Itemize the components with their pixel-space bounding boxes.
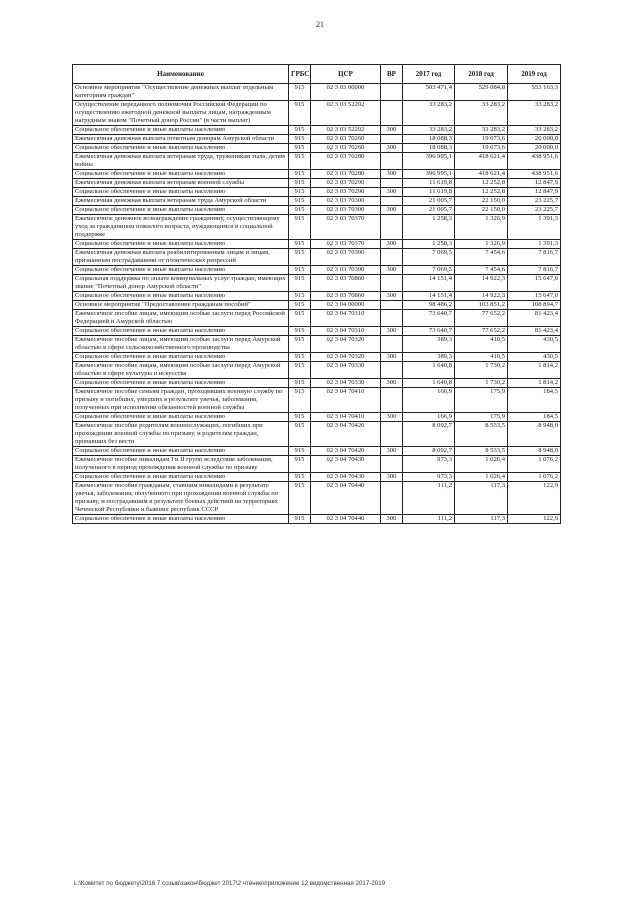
table-header-row xyxy=(73,65,561,84)
cell-2017: 8 092,7 xyxy=(403,447,455,456)
cell-name: Ежемесячная денежная выплата ветеранам военной службы xyxy=(73,179,289,188)
cell-csr: 02 3 03 70260 xyxy=(311,144,381,153)
cell-grbs: 915 xyxy=(289,249,311,266)
cell-2019: 1 391,3 xyxy=(508,215,561,240)
cell-2019: 122,9 xyxy=(508,515,561,524)
cell-vr: 300 xyxy=(381,144,403,153)
cell-vr: 300 xyxy=(381,515,403,524)
cell-grbs: 915 xyxy=(289,144,311,153)
cell-2019: 438 951,6 xyxy=(508,170,561,179)
table-row xyxy=(73,413,561,422)
cell-vr: 300 xyxy=(381,327,403,336)
cell-vr xyxy=(381,197,403,206)
cell-2017: 1 258,3 xyxy=(403,215,455,240)
cell-grbs: 915 xyxy=(289,301,311,310)
cell-2018: 33 283,2 xyxy=(455,101,508,126)
cell-grbs: 915 xyxy=(289,153,311,170)
cell-name: Социальное обеспечение и иные выплаты населению xyxy=(73,144,289,153)
cell-vr: 300 xyxy=(381,353,403,362)
cell-2017: 1 640,8 xyxy=(403,362,455,379)
cell-csr: 02 3 03 70390 xyxy=(311,249,381,266)
cell-csr: 02 3 03 70300 xyxy=(311,206,381,215)
table-row xyxy=(73,144,561,153)
table-row xyxy=(73,126,561,135)
table-row xyxy=(73,327,561,336)
table-row xyxy=(73,482,561,515)
cell-grbs: 915 xyxy=(289,215,311,240)
cell-2017: 396 995,1 xyxy=(403,170,455,179)
cell-2017: 18 088,3 xyxy=(403,144,455,153)
cell-2018: 1 026,4 xyxy=(455,456,508,473)
cell-csr: 02 3 03 70300 xyxy=(311,197,381,206)
cell-name: Ежемесячное пособие семьям граждан, проходивших военную службу по призыву и погибших, умерших в результате увечья, заболевания, полученных при исполнении обязанностей военной службы xyxy=(73,388,289,413)
cell-2017: 7 069,5 xyxy=(403,249,455,266)
cell-2017: 111,2 xyxy=(403,515,455,524)
table-row xyxy=(73,388,561,413)
cell-2018: 19 073,6 xyxy=(455,144,508,153)
cell-csr: 02 3 04 70440 xyxy=(311,482,381,515)
cell-2019: 33 283,2 xyxy=(508,126,561,135)
table-row xyxy=(73,215,561,240)
header-2017: 2017 год xyxy=(403,65,455,84)
cell-csr: 02 3 04 70420 xyxy=(311,422,381,447)
cell-vr xyxy=(381,456,403,473)
table-row xyxy=(73,170,561,179)
cell-2018: 418 621,4 xyxy=(455,153,508,170)
cell-csr: 02 3 04 70310 xyxy=(311,327,381,336)
cell-2019: 438 951,6 xyxy=(508,153,561,170)
cell-csr: 02 3 04 70420 xyxy=(311,447,381,456)
cell-name: Социальное обеспечение и иные выплаты населению xyxy=(73,515,289,524)
cell-name: Социальное обеспечение и иные выплаты населению xyxy=(73,206,289,215)
cell-name: Социальное обеспечение и иные выплаты населению xyxy=(73,353,289,362)
cell-2019: 81 423,4 xyxy=(508,327,561,336)
cell-2017: 73 640,7 xyxy=(403,310,455,327)
cell-2017: 396 995,1 xyxy=(403,153,455,170)
cell-vr xyxy=(381,215,403,240)
cell-2018: 117,3 xyxy=(455,482,508,515)
cell-name: Ежемесячная денежная выплата реабилитированным лицам и лицам, признанным пострадавшими от политических репрессий xyxy=(73,249,289,266)
table-row xyxy=(73,153,561,170)
cell-name: Социальное обеспечение и иные выплаты населению xyxy=(73,266,289,275)
cell-2017: 98 486,2 xyxy=(403,301,455,310)
cell-2017: 166,9 xyxy=(403,413,455,422)
cell-2018: 33 283,2 xyxy=(455,126,508,135)
table-row xyxy=(73,275,561,292)
cell-csr: 02 3 04 70440 xyxy=(311,515,381,524)
cell-name: Ежемесячное пособие инвалидам I и II групп вследствие заболевания, полученного в период прохождения военной службы по призыву xyxy=(73,456,289,473)
cell-vr xyxy=(381,310,403,327)
cell-2018: 77 652,2 xyxy=(455,327,508,336)
cell-grbs: 915 xyxy=(289,188,311,197)
cell-name: Социальное обеспечение и иные выплаты населению xyxy=(73,413,289,422)
cell-2019: 20 000,0 xyxy=(508,144,561,153)
cell-2019: 81 423,4 xyxy=(508,310,561,327)
cell-2019: 1 391,3 xyxy=(508,240,561,249)
table-row xyxy=(73,336,561,353)
page-number: 21 xyxy=(316,20,324,29)
cell-2017: 7 069,5 xyxy=(403,266,455,275)
cell-csr: 02 3 03 70280 xyxy=(311,170,381,179)
cell-vr: 300 xyxy=(381,188,403,197)
cell-2017: 111,2 xyxy=(403,482,455,515)
cell-vr: 300 xyxy=(381,473,403,482)
cell-2018: 1 730,2 xyxy=(455,362,508,379)
cell-2019: 20 000,0 xyxy=(508,135,561,144)
cell-name: Социальное обеспечение и иные выплаты населению xyxy=(73,240,289,249)
cell-csr: 02 3 03 70290 xyxy=(311,188,381,197)
cell-grbs: 915 xyxy=(289,473,311,482)
cell-2019: 1 814,2 xyxy=(508,362,561,379)
cell-grbs: 915 xyxy=(289,310,311,327)
cell-grbs: 915 xyxy=(289,266,311,275)
cell-csr: 02 3 03 52202 xyxy=(311,126,381,135)
cell-vr xyxy=(381,179,403,188)
cell-2018: 175,9 xyxy=(455,413,508,422)
cell-2017: 1 640,8 xyxy=(403,379,455,388)
cell-2018: 12 252,8 xyxy=(455,188,508,197)
cell-name: Социальное обеспечение и иные выплаты населению xyxy=(73,379,289,388)
cell-2018: 1 730,2 xyxy=(455,379,508,388)
cell-2018: 1 326,9 xyxy=(455,215,508,240)
cell-2018: 22 150,0 xyxy=(455,197,508,206)
cell-2019: 12 847,9 xyxy=(508,188,561,197)
cell-grbs: 915 xyxy=(289,336,311,353)
cell-vr xyxy=(381,362,403,379)
cell-2018: 14 922,3 xyxy=(455,275,508,292)
cell-2017: 21 005,7 xyxy=(403,206,455,215)
cell-vr xyxy=(381,388,403,413)
cell-2017: 33 283,2 xyxy=(403,126,455,135)
cell-csr: 02 3 03 52202 xyxy=(311,101,381,126)
cell-grbs: 915 xyxy=(289,135,311,144)
cell-name: Социальное обеспечение и иные выплаты населению xyxy=(73,473,289,482)
table-row xyxy=(73,362,561,379)
cell-name: Ежемесячное пособие гражданам, ставшим инвалидами в результате увечья, заболевания, полученного при прохождении военной службы по призыву, и пострадавшим в результате боевых действий на территориях Чеченской Республики и бывших республик СССР xyxy=(73,482,289,515)
table-row xyxy=(73,179,561,188)
cell-csr: 02 3 04 70320 xyxy=(311,336,381,353)
cell-csr: 02 3 04 70330 xyxy=(311,379,381,388)
table-row xyxy=(73,456,561,473)
cell-2019: 7 816,7 xyxy=(508,266,561,275)
cell-grbs: 915 xyxy=(289,379,311,388)
header-2019: 2019 год xyxy=(508,65,561,84)
cell-name: Социальная поддержка по оплате коммунальных услуг граждан, имеющих звание "Почетный донор Амурской области" xyxy=(73,275,289,292)
file-path-footer: L:\Комитет по бюджету\2016 7 созыв\закон\бюджет 2017\2 чтение\приложение 12 ведомственная 2017-2019 xyxy=(74,880,386,887)
cell-2019: 1 076,2 xyxy=(508,473,561,482)
cell-2019: 108 894,7 xyxy=(508,301,561,310)
table-row xyxy=(73,292,561,301)
cell-2018: 77 652,2 xyxy=(455,310,508,327)
cell-name: Ежемесячная денежная выплата ветеранам труда Амурской области xyxy=(73,197,289,206)
cell-csr: 02 3 03 00000 xyxy=(311,84,381,101)
cell-vr xyxy=(381,482,403,515)
table-row xyxy=(73,353,561,362)
cell-2019: 8 948,0 xyxy=(508,447,561,456)
table-row xyxy=(73,197,561,206)
table-row xyxy=(73,515,561,524)
cell-name: Социальное обеспечение и иные выплаты населению xyxy=(73,188,289,197)
cell-2017: 21 005,7 xyxy=(403,197,455,206)
cell-2017: 503 471,4 xyxy=(403,84,455,101)
cell-vr xyxy=(381,336,403,353)
table-row xyxy=(73,266,561,275)
cell-2017: 14 151,4 xyxy=(403,275,455,292)
cell-2017: 73 640,7 xyxy=(403,327,455,336)
cell-vr: 300 xyxy=(381,292,403,301)
cell-vr xyxy=(381,275,403,292)
cell-2017: 8 092,7 xyxy=(403,422,455,447)
header-grbs: ГРБС xyxy=(289,65,311,84)
cell-csr: 02 3 03 70370 xyxy=(311,240,381,249)
cell-2018: 1 026,4 xyxy=(455,473,508,482)
cell-2018: 103 851,2 xyxy=(455,301,508,310)
cell-name: Основное мероприятие "Предоставление гражданам пособий" xyxy=(73,301,289,310)
cell-grbs: 915 xyxy=(289,413,311,422)
budget-table xyxy=(72,64,561,524)
cell-2018: 410,5 xyxy=(455,353,508,362)
table-row xyxy=(73,473,561,482)
cell-name: Социальное обеспечение и иные выплаты населению xyxy=(73,447,289,456)
cell-grbs: 915 xyxy=(289,447,311,456)
cell-grbs: 915 xyxy=(289,240,311,249)
cell-csr: 02 3 03 70390 xyxy=(311,266,381,275)
cell-2017: 14 151,4 xyxy=(403,292,455,301)
cell-csr: 02 3 04 70410 xyxy=(311,413,381,422)
cell-grbs: 915 xyxy=(289,327,311,336)
cell-2018: 22 150,0 xyxy=(455,206,508,215)
cell-2019: 184,5 xyxy=(508,413,561,422)
cell-name: Социальное обеспечение и иные выплаты населению xyxy=(73,327,289,336)
cell-vr: 300 xyxy=(381,413,403,422)
cell-grbs: 915 xyxy=(289,362,311,379)
cell-2018: 8 533,5 xyxy=(455,447,508,456)
cell-name: Ежемесячная денежная выплата почетным донорам Амурской области xyxy=(73,135,289,144)
table-row xyxy=(73,379,561,388)
cell-name: Ежемесячное денежное вознаграждение гражданину, осуществляющему уход за гражданином пожилого возраста, нуждающимся в социальной поддержке xyxy=(73,215,289,240)
cell-grbs: 915 xyxy=(289,292,311,301)
cell-2018: 7 454,6 xyxy=(455,266,508,275)
cell-2019: 23 225,7 xyxy=(508,197,561,206)
cell-2019: 184,5 xyxy=(508,388,561,413)
table-row xyxy=(73,249,561,266)
cell-2019: 7 816,7 xyxy=(508,249,561,266)
cell-csr: 02 3 03 70860 xyxy=(311,292,381,301)
cell-name: Социальное обеспечение и иные выплаты населению xyxy=(73,292,289,301)
cell-2019: 8 948,0 xyxy=(508,422,561,447)
cell-2017: 33 283,2 xyxy=(403,101,455,126)
cell-vr xyxy=(381,101,403,126)
cell-2019: 1 076,2 xyxy=(508,456,561,473)
cell-vr xyxy=(381,135,403,144)
cell-2018: 175,9 xyxy=(455,388,508,413)
cell-grbs: 915 xyxy=(289,84,311,101)
cell-grbs: 915 xyxy=(289,482,311,515)
cell-2017: 973,3 xyxy=(403,473,455,482)
cell-name: Социальное обеспечение и иные выплаты населению xyxy=(73,170,289,179)
cell-grbs: 915 xyxy=(289,456,311,473)
cell-vr xyxy=(381,84,403,101)
cell-2017: 973,3 xyxy=(403,456,455,473)
cell-2018: 14 922,3 xyxy=(455,292,508,301)
cell-2017: 1 258,3 xyxy=(403,240,455,249)
cell-2018: 418 621,4 xyxy=(455,170,508,179)
table-row xyxy=(73,206,561,215)
header-csr: ЦСР xyxy=(311,65,381,84)
header-vr: ВР xyxy=(381,65,403,84)
header-2018: 2018 год xyxy=(455,65,508,84)
cell-vr: 300 xyxy=(381,170,403,179)
cell-grbs: 915 xyxy=(289,353,311,362)
cell-name: Ежемесячная денежная выплата ветеранам труда, труженикам тыла, детям войны xyxy=(73,153,289,170)
table-row xyxy=(73,188,561,197)
cell-name: Ежемесячное пособие родителям военнослужащих, погибших при прохождении военной службы по призыву, и родителям граждан, пропавших без вести xyxy=(73,422,289,447)
table-row xyxy=(73,422,561,447)
cell-name: Осуществление переданного полномочия Российской Федерации по осуществлению ежегодной денежной выплаты лицам, награжденным нагрудным знаком "Почетный донор России" (в части выплат) xyxy=(73,101,289,126)
cell-csr: 02 3 04 70320 xyxy=(311,353,381,362)
cell-2019: 33 283,2 xyxy=(508,101,561,126)
cell-vr: 300 xyxy=(381,126,403,135)
cell-2018: 117,3 xyxy=(455,515,508,524)
cell-2019: 15 647,0 xyxy=(508,292,561,301)
cell-2018: 529 084,8 xyxy=(455,84,508,101)
cell-grbs: 915 xyxy=(289,101,311,126)
cell-2018: 410,5 xyxy=(455,336,508,353)
cell-2017: 11 619,8 xyxy=(403,179,455,188)
cell-csr: 02 3 04 70430 xyxy=(311,473,381,482)
cell-grbs: 915 xyxy=(289,388,311,413)
cell-vr xyxy=(381,422,403,447)
cell-2019: 430,5 xyxy=(508,353,561,362)
cell-grbs: 915 xyxy=(289,126,311,135)
cell-grbs: 915 xyxy=(289,515,311,524)
cell-2018: 19 073,6 xyxy=(455,135,508,144)
cell-csr: 02 3 03 70290 xyxy=(311,179,381,188)
cell-grbs: 915 xyxy=(289,179,311,188)
cell-csr: 02 3 04 00000 xyxy=(311,301,381,310)
cell-2018: 8 533,5 xyxy=(455,422,508,447)
cell-name: Ежемесячное пособие лицам, имеющим особые заслуги перед Амурской областью в сфере сельскохозяйственного производства xyxy=(73,336,289,353)
cell-vr xyxy=(381,153,403,170)
cell-grbs: 915 xyxy=(289,422,311,447)
cell-vr xyxy=(381,301,403,310)
cell-vr: 300 xyxy=(381,266,403,275)
cell-2019: 12 847,9 xyxy=(508,179,561,188)
cell-vr: 300 xyxy=(381,447,403,456)
table-row xyxy=(73,135,561,144)
cell-grbs: 915 xyxy=(289,275,311,292)
cell-2019: 553 163,3 xyxy=(508,84,561,101)
table-row xyxy=(73,447,561,456)
table-row xyxy=(73,310,561,327)
cell-csr: 02 3 04 70430 xyxy=(311,456,381,473)
cell-grbs: 915 xyxy=(289,206,311,215)
cell-2018: 1 326,9 xyxy=(455,240,508,249)
cell-2019: 430,5 xyxy=(508,336,561,353)
cell-2017: 166,9 xyxy=(403,388,455,413)
cell-vr: 300 xyxy=(381,206,403,215)
cell-vr: 300 xyxy=(381,240,403,249)
cell-2019: 15 647,0 xyxy=(508,275,561,292)
table-row xyxy=(73,101,561,126)
cell-2017: 389,3 xyxy=(403,353,455,362)
cell-csr: 02 3 04 70330 xyxy=(311,362,381,379)
cell-2017: 389,3 xyxy=(403,336,455,353)
cell-csr: 02 3 03 70370 xyxy=(311,215,381,240)
cell-2018: 7 454,6 xyxy=(455,249,508,266)
cell-name: Ежемесячное пособие лицам, имеющим особые заслуги перед Амурской областью в сфере культуры и искусства xyxy=(73,362,289,379)
cell-vr xyxy=(381,249,403,266)
cell-csr: 02 3 03 70260 xyxy=(311,135,381,144)
cell-csr: 02 3 03 70280 xyxy=(311,153,381,170)
table-row xyxy=(73,301,561,310)
table-row xyxy=(73,84,561,101)
cell-grbs: 915 xyxy=(289,197,311,206)
cell-2017: 18 088,3 xyxy=(403,135,455,144)
header-name: Наименование xyxy=(73,65,289,84)
cell-2018: 12 252,8 xyxy=(455,179,508,188)
cell-csr: 02 3 03 70860 xyxy=(311,275,381,292)
cell-name: Социальное обеспечение и иные выплаты населению xyxy=(73,126,289,135)
table-row xyxy=(73,240,561,249)
cell-name: Ежемесячное пособие лицам, имеющим особые заслуги перед Российской Федерацией и Амурской областью xyxy=(73,310,289,327)
cell-2019: 1 814,2 xyxy=(508,379,561,388)
cell-name: Основное мероприятие "Осуществление денежных выплат отдельным категориям граждан" xyxy=(73,84,289,101)
cell-2019: 23 225,7 xyxy=(508,206,561,215)
cell-2017: 11 619,8 xyxy=(403,188,455,197)
cell-grbs: 915 xyxy=(289,170,311,179)
cell-vr: 300 xyxy=(381,379,403,388)
cell-csr: 02 3 04 70410 xyxy=(311,388,381,413)
cell-csr: 02 3 04 70310 xyxy=(311,310,381,327)
cell-2019: 122,9 xyxy=(508,482,561,515)
